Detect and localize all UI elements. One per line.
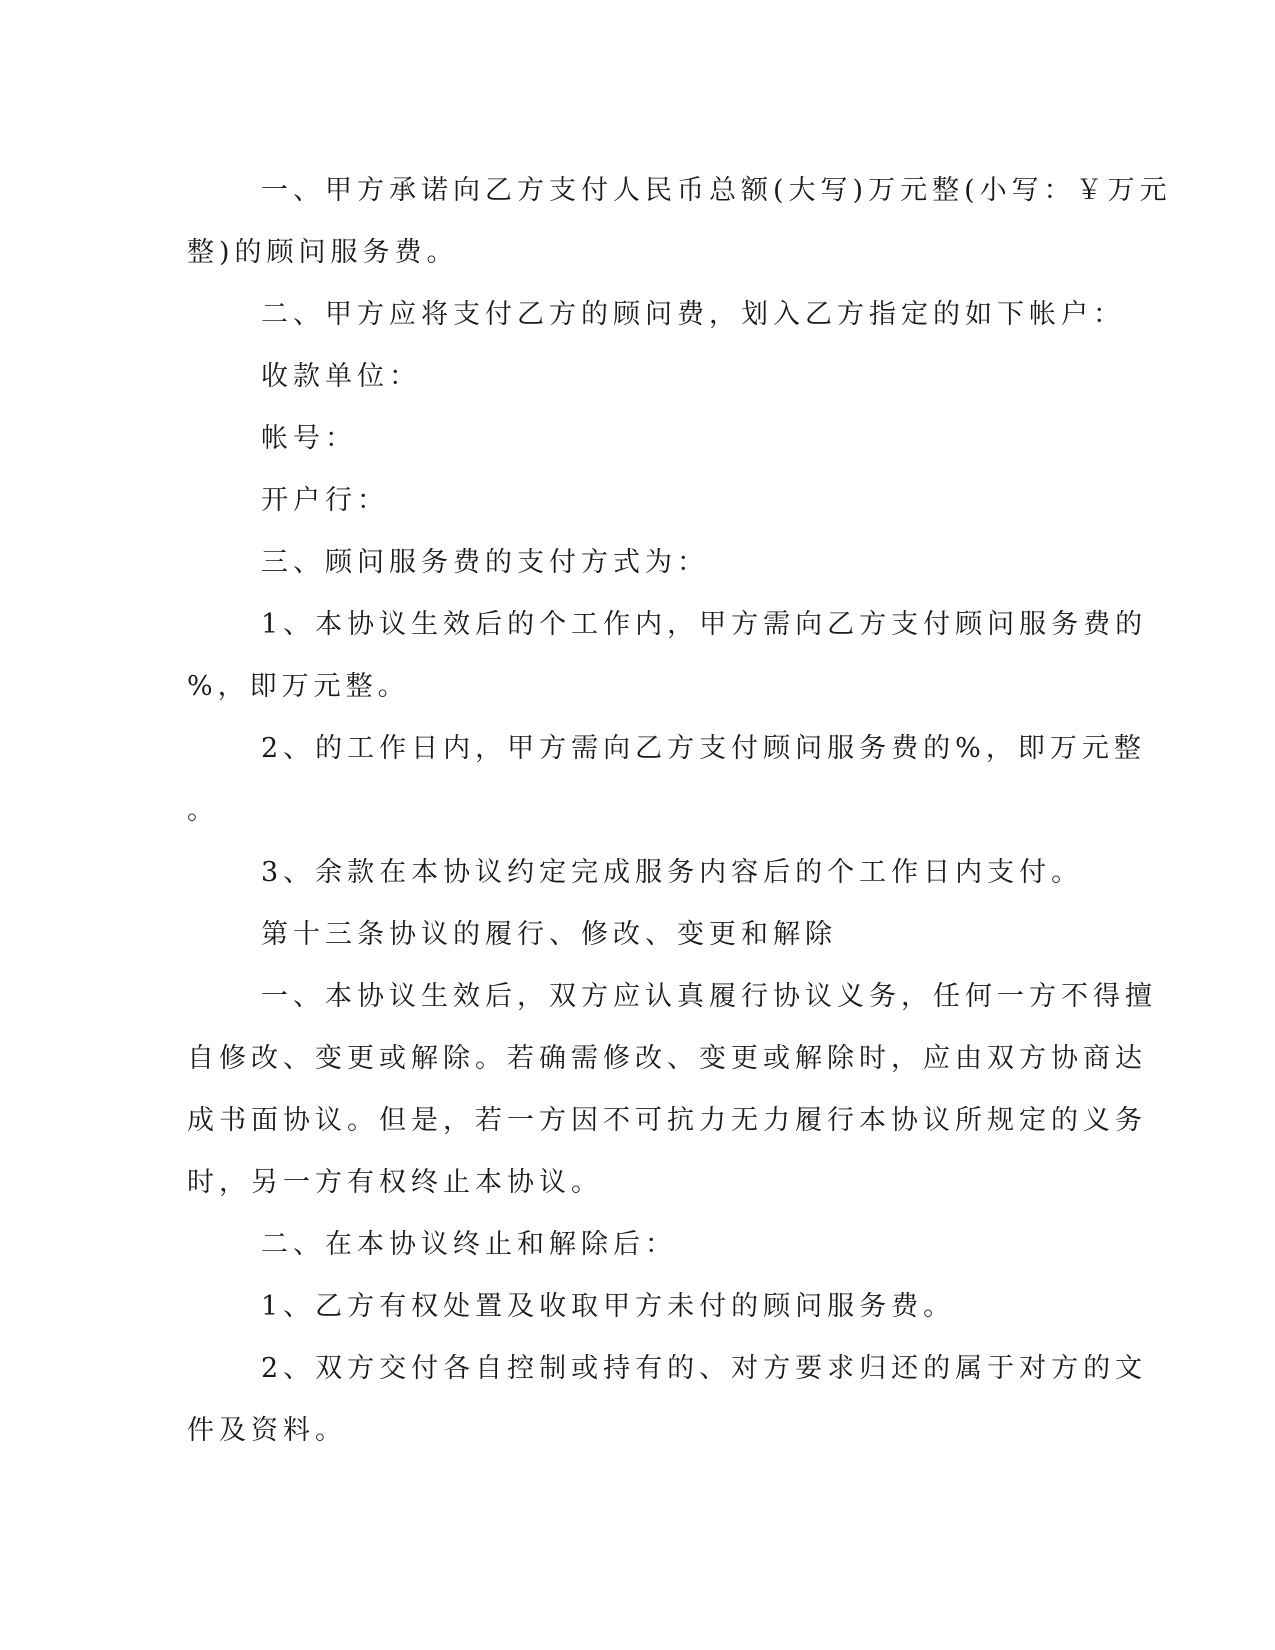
text-line: 一、本协议生效后，双方应认真履行协议义务，任何一方不得擅 (261, 981, 1157, 1012)
text-line: %，即万元整。 (187, 671, 410, 702)
text-line: 整)的顾问服务费。 (187, 237, 459, 268)
text-line: 件及资料。 (187, 1415, 347, 1446)
text-line: 2、双方交付各自控制或持有的、对方要求归还的属于对方的文 (261, 1353, 1148, 1384)
text-line: 成书面协议。但是，若一方因不可抗力无力履行本协议所规定的义务 (187, 1105, 1147, 1136)
text-line: 帐号： (261, 423, 357, 454)
text-line: 。 (187, 795, 219, 826)
text-line: 二、甲方应将支付乙方的顾问费，划入乙方指定的如下帐户： (261, 299, 1125, 330)
text-line: 3、余款在本协议约定完成服务内容后的个工作日内支付。 (261, 857, 1084, 888)
text-line: 一、甲方承诺向乙方支付人民币总额(大写)万元整(小写：￥万元 (261, 175, 1172, 206)
text-line: 自修改、变更或解除。若确需修改、变更或解除时，应由双方协商达 (187, 1043, 1147, 1074)
document-body (187, 160, 1172, 1462)
text-line: 2、的工作日内，甲方需向乙方支付顾问服务费的%，即万元整 (261, 733, 1146, 764)
text-line: 三、顾问服务费的支付方式为： (261, 547, 709, 578)
text-line: 收款单位： (261, 361, 421, 392)
text-line: 1、乙方有权处置及收取甲方未付的顾问服务费。 (261, 1291, 956, 1322)
section-heading: 第十三条协议的履行、修改、变更和解除 (261, 919, 837, 950)
text-line: 1、本协议生效后的个工作内，甲方需向乙方支付顾问服务费的 (261, 609, 1148, 640)
text-line: 二、在本协议终止和解除后： (261, 1229, 677, 1260)
text-line: 开户行： (261, 485, 389, 516)
text-line: 时，另一方有权终止本协议。 (187, 1167, 603, 1198)
